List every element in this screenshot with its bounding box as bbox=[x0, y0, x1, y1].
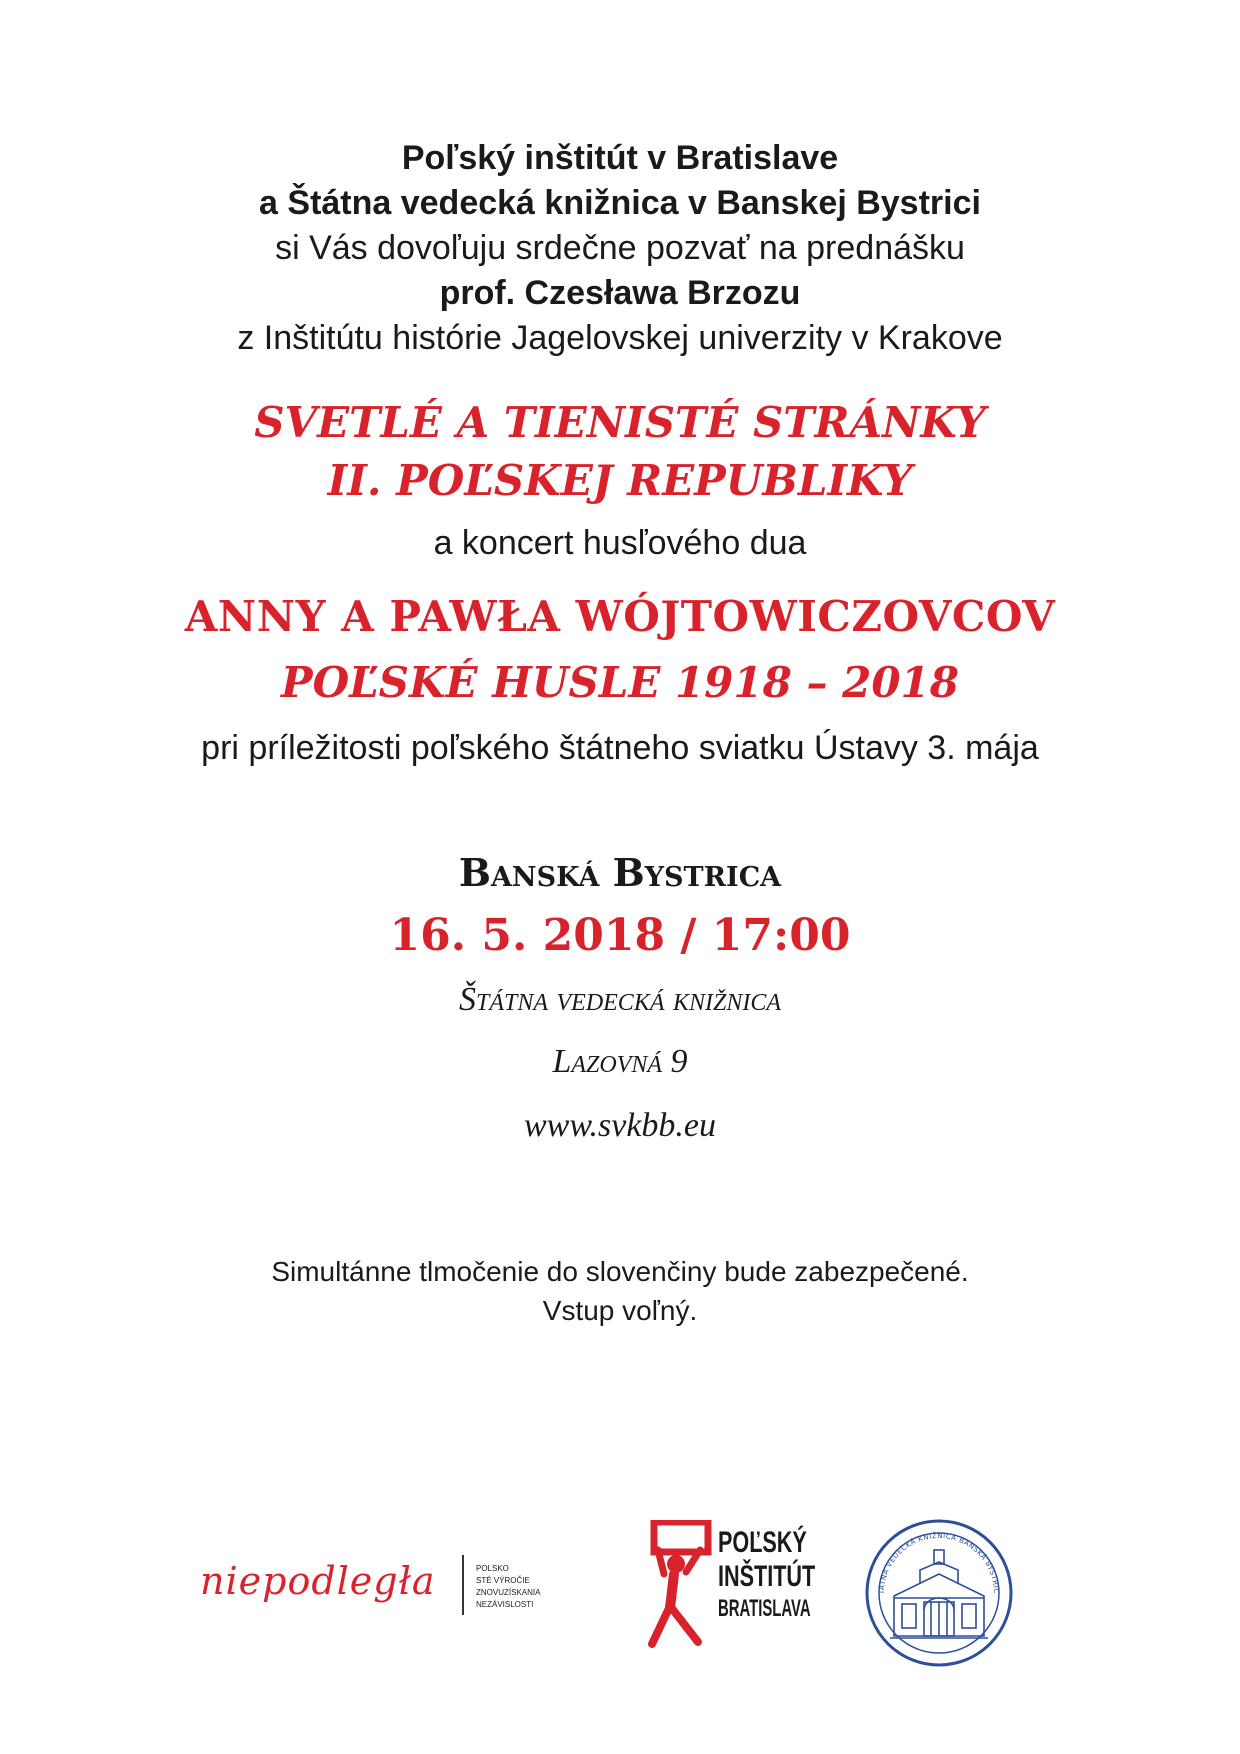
polish-institute-line2: INŠTITÚT bbox=[718, 1560, 816, 1593]
event-venue: Štátna vedecká knižnica bbox=[458, 981, 782, 1018]
invite-text: si Vás dovoľuju srdečne pozvať na prednášku bbox=[275, 229, 965, 267]
library-seal-icon bbox=[864, 1518, 1014, 1668]
translation-note: Simultánne tlmočenie do slovenčiny bude zabezpečené. bbox=[271, 1256, 969, 1287]
niepodlegla-caption bbox=[476, 1563, 540, 1611]
niepodlegla-caption-line: POLSKO bbox=[476, 1564, 509, 1573]
event-address: Lazovná 9 bbox=[552, 1043, 688, 1080]
host-polish-institute: Poľský inštitút v Bratislave bbox=[401, 139, 839, 177]
concert-performers: ANNY A PAWŁA WÓJTOWICZOVCOV bbox=[184, 592, 1056, 641]
polish-institute-wordmark bbox=[718, 1526, 867, 1624]
niepodlegla-divider bbox=[462, 1555, 464, 1615]
niepodlegla-script: niepodległa bbox=[200, 1559, 436, 1603]
niepodlegla-caption-line: NEZÁVISLOSTI bbox=[476, 1600, 534, 1609]
library-seal-ring-text: TÁTNA VEDECKÁ KNIŽNICA BANSKÁ BYSTRIC bbox=[877, 1531, 1001, 1595]
niepodlegla-caption-line: ZNOVUZÍSKANIA bbox=[476, 1588, 541, 1597]
event-city: Banská Bystrica bbox=[458, 850, 782, 895]
event-datetime: 16. 5. 2018 / 17:00 bbox=[389, 910, 851, 961]
occasion-text: pri príležitosti poľského štátneho sviatku Ústavy 3. mája bbox=[201, 729, 1039, 767]
polish-institute-line3: BRATISLAVA bbox=[718, 1595, 811, 1622]
niepodlegla-logo bbox=[200, 1555, 560, 1625]
polish-institute-line1: POĽSKÝ bbox=[718, 1526, 807, 1559]
host-library: a Štátna vedecká knižnica v Banskej Bystrici bbox=[259, 184, 981, 222]
running-figure-icon bbox=[640, 1520, 718, 1650]
concert-program: POĽSKÉ HUSLE 1918 – 2018 bbox=[280, 658, 959, 707]
speaker-name: prof. Czesława Brzozu bbox=[439, 274, 801, 312]
library-seal-logo bbox=[864, 1518, 1014, 1668]
lecture-title-line2: II. POĽSKEJ REPUBLIKY bbox=[327, 456, 913, 505]
niepodlegla-caption-line: STÉ VÝROČIE bbox=[476, 1576, 530, 1585]
speaker-affiliation: z Inštitútu histórie Jagelovskej univerzity v Krakove bbox=[237, 319, 1003, 357]
concert-intro: a koncert husľového dua bbox=[433, 524, 807, 562]
entry-note: Vstup voľný. bbox=[542, 1295, 698, 1326]
polish-institute-logo bbox=[640, 1520, 816, 1650]
lecture-title-line1: SVETLÉ A TIENISTÉ STRÁNKY bbox=[254, 398, 986, 447]
event-website[interactable]: www.svkbb.eu bbox=[523, 1107, 716, 1144]
